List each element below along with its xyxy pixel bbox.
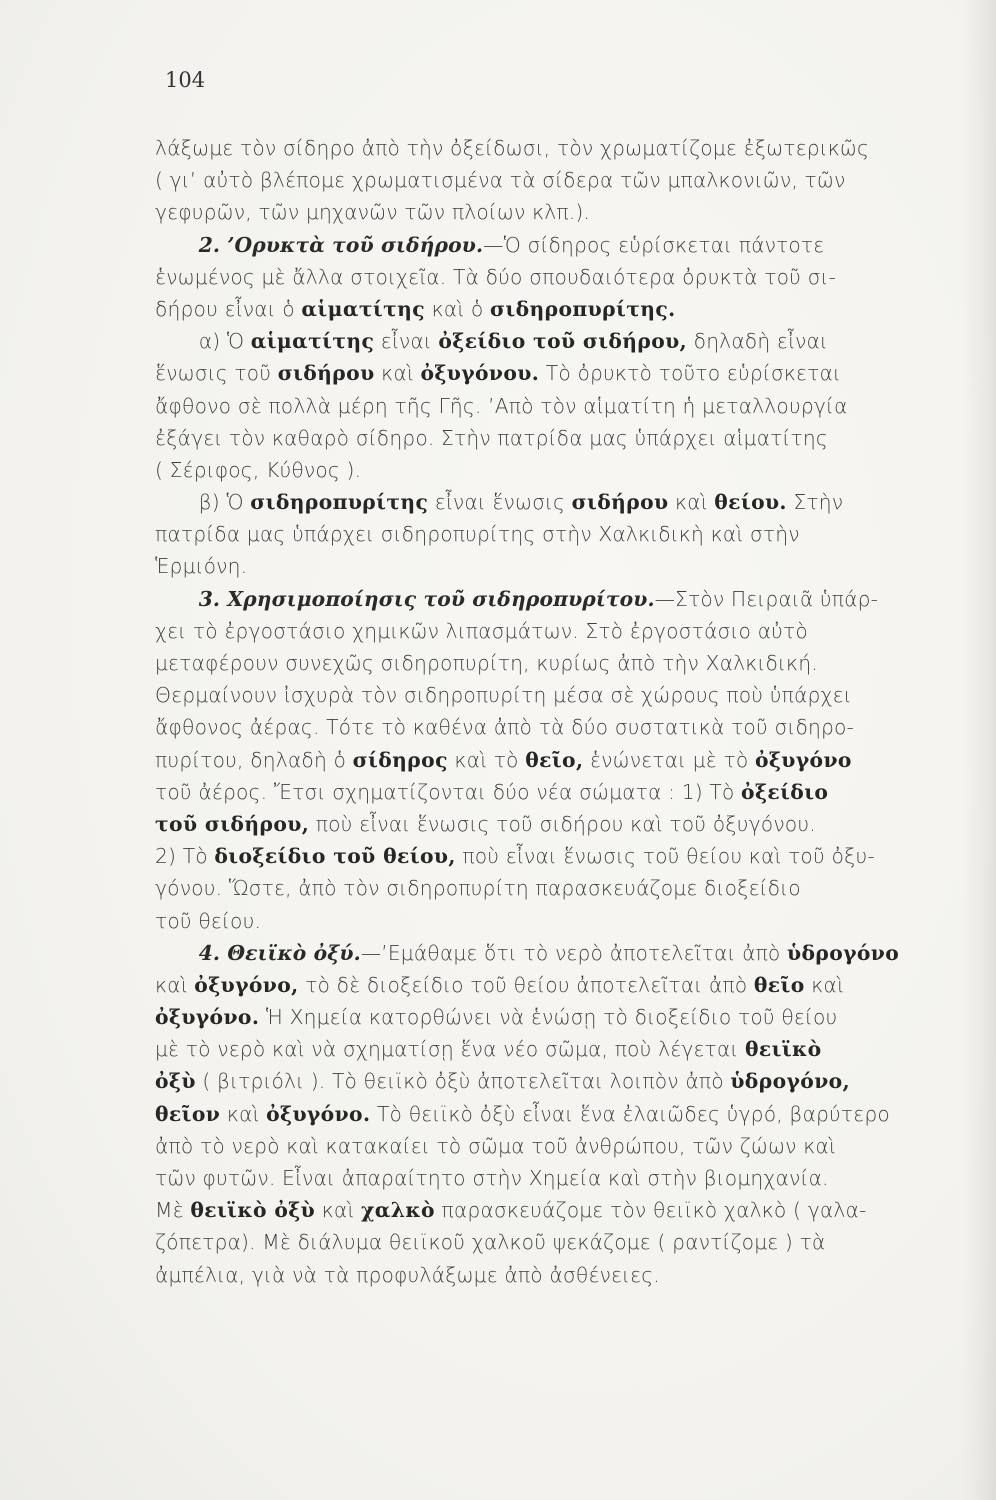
text-run: ἑνώνεται μὲ τὸ — [583, 747, 755, 772]
bold-term: θειϊκὸ ὀξὺ — [190, 1198, 316, 1223]
text-run: χει τὸ ἐργοστάσιο χημικῶν λιπασμάτων. Στὸ ἐργοστάσιο αὐτὸ — [155, 618, 808, 643]
text-run: β) Ὁ — [198, 490, 251, 515]
bold-term: ὀξυγόνο, — [194, 972, 299, 997]
text-line — [155, 1194, 960, 1226]
page-number: 104 — [165, 68, 206, 92]
text-run: ἐξάγει τὸν καθαρὸ σίδηρο. Στὴν πατρίδα μας ὑπάρχει αἱματίτης — [155, 425, 828, 450]
text-run: τὸ δὲ διοξείδιο τοῦ θείου ἀποτελεῖται ἀπὸ — [298, 972, 754, 997]
text-run: ( βιτριόλι ). Τὸ θειϊκὸ ὀξὺ ἀποτελεῖται λοιπὸν ἀπὸ — [195, 1069, 731, 1094]
text-run: —Στὸν Πειραιᾶ ὑπάρ- — [654, 586, 879, 611]
text-line — [155, 518, 960, 550]
bold-term: θεῖο — [753, 972, 805, 997]
bold-term: σίδηρος — [352, 747, 448, 772]
text-run: ποὺ εἶναι ἕνωσις τοῦ θείου καὶ τοῦ ὀξυ- — [455, 844, 875, 869]
text-run: ( Σέριφος, Κύθνος ). — [155, 457, 362, 482]
text-line — [155, 390, 960, 422]
text-run: τοῦ θείου. — [155, 908, 262, 933]
text-line — [155, 1130, 960, 1162]
text-run: ἄφθονο σὲ πολλὰ μέρη τῆς Γῆς. ’Απὸ τὸν αἱματίτη ἡ μεταλλουργία — [155, 393, 848, 418]
text-line — [155, 1033, 960, 1065]
bold-term: ὀξυγόνο. — [266, 1101, 371, 1126]
text-run: καὶ — [155, 972, 195, 997]
text-line — [155, 196, 960, 228]
text-line — [155, 293, 960, 325]
text-run: παρασκευάζομε τὸν θειϊκὸ χαλκὸ ( γαλα- — [434, 1198, 867, 1223]
text-run: πατρίδα μας ὑπάρχει σιδηροπυρίτης στὴν Χαλκιδικὴ καὶ στὴν — [155, 522, 800, 547]
bold-term: σιδήρου — [277, 361, 375, 386]
text-run: δηλαδὴ εἶναι — [687, 329, 828, 354]
bold-term: χαλκὸ — [361, 1198, 435, 1223]
text-line — [155, 1259, 960, 1291]
text-line — [155, 905, 960, 937]
text-line — [155, 422, 960, 454]
text-run: α) Ὁ — [198, 329, 251, 354]
text-line — [155, 1065, 960, 1097]
text-run: Θερμαίνουν ἰσχυρὰ τὸν σιδηροπυρίτη μέσα σὲ χώρους ποὺ ὑπάρχει — [155, 683, 852, 708]
text-run: καὶ ὁ — [424, 296, 491, 321]
text-run: δήρου εἶναι ὁ — [155, 296, 302, 321]
text-run: Στὴν — [786, 490, 844, 515]
section-heading: 4. Θειϊκὸ ὀξύ. — [198, 940, 361, 965]
bold-term: θεῖο, — [525, 747, 584, 772]
text-run: ἕνωσις τοῦ — [155, 361, 278, 386]
text-line — [155, 969, 960, 1001]
text-line — [155, 325, 959, 357]
text-line — [155, 454, 960, 486]
text-run: καὶ — [668, 490, 715, 515]
text-run: τοῦ ἀέρος. Ἔτσι σχηματίζονται δύο νέα σώματα : 1) Τὸ — [155, 779, 742, 804]
text-run: μεταφέρουν συνεχῶς σιδηροπυρίτη, κυρίως ἀπὸ τὴν Χαλκιδική. — [155, 651, 818, 675]
text-line — [155, 357, 960, 389]
text-line — [155, 229, 959, 261]
text-line — [155, 261, 960, 293]
bold-term: διοξείδιο τοῦ θείου, — [214, 844, 456, 869]
text-run: καὶ — [804, 972, 844, 997]
text-run: —Ὁ σίδηρος εὑρίσκεται πάντοτε — [483, 232, 825, 257]
text-line — [155, 937, 959, 969]
page-edge-shadow — [962, 0, 996, 1500]
text-line — [155, 647, 960, 679]
text-run: τῶν φυτῶν. Εἶναι ἀπαραίτητο στὴν Χημεία καὶ στὴν βιομηχανία. — [155, 1166, 829, 1190]
bold-term: ὀξυγόνο — [754, 747, 852, 772]
bold-term: σιδηροπυρίτης — [250, 490, 429, 515]
text-run: εἶναι — [374, 329, 439, 354]
bold-term: σιδήρου — [571, 490, 669, 515]
section-heading: 2. ’Ορυκτὰ τοῦ σιδήρου. — [198, 232, 484, 257]
text-run: λάξωμε τὸν σίδηρο ἀπὸ τὴν ὀξείδωσι, τὸν χρωματίζομε ἐξωτερικῶς — [155, 136, 870, 160]
bold-term: ὀξυγόνο. — [155, 1005, 260, 1030]
text-run: μὲ τὸ νερὸ καὶ νὰ σχηματίσῃ ἕνα νέο σῶμα, ποὺ λέγεται — [155, 1037, 746, 1062]
text-line — [155, 486, 959, 518]
bold-term: ὀξυγόνου. — [420, 361, 540, 386]
text-line — [155, 1098, 960, 1130]
text-run: καὶ τὸ — [447, 747, 526, 772]
bold-term: σιδηροπυρίτης. — [490, 296, 676, 321]
bold-term: ὑδρογόνο, — [730, 1069, 851, 1094]
text-line — [155, 1226, 960, 1258]
bold-term: ὀξὺ — [155, 1069, 196, 1094]
text-run: ἀπὸ τὸ νερὸ καὶ κατακαίει τὸ σῶμα τοῦ ἀνθρώπου, τῶν ζώων καὶ — [155, 1133, 836, 1158]
text-run: καὶ — [374, 361, 421, 386]
bold-term: ὑδρογόνο — [787, 940, 900, 965]
text-line — [155, 583, 959, 615]
body-text — [155, 132, 965, 1291]
text-run: γεφυρῶν, τῶν μηχανῶν τῶν πλοίων κλπ.). — [155, 200, 591, 225]
bold-term: τοῦ σιδήρου, — [155, 811, 310, 836]
text-run: Μὲ — [155, 1198, 191, 1223]
text-line — [155, 550, 960, 582]
text-line — [155, 132, 960, 164]
text-run: Ἑρμιόνη. — [155, 554, 248, 579]
section-heading: 3. Χρησιμοποίησις τοῦ σιδηροπυρίτου. — [198, 586, 655, 611]
text-run: γόνου. Ὥστε, ἀπὸ τὸν σιδηροπυρίτη παρασκευάζομε διοξείδιο — [155, 876, 801, 901]
text-run: καὶ — [220, 1101, 267, 1126]
text-line — [155, 1001, 960, 1033]
text-run: —’Εμάθαμε ὅτι τὸ νερὸ ἀποτελεῖται ἀπὸ — [360, 940, 788, 965]
text-run: Τὸ ὀρυκτὸ τοῦτο εὑρίσκεται — [539, 361, 841, 386]
text-run: πυρίτου, δηλαδὴ ὁ — [155, 747, 353, 772]
text-line — [155, 872, 960, 904]
text-line — [155, 776, 960, 808]
bold-term: ὀξείδιο τοῦ σιδήρου, — [438, 329, 688, 354]
text-line — [155, 1162, 960, 1194]
bold-term: ὀξείδιο — [741, 779, 829, 804]
text-line — [155, 711, 960, 743]
text-run: ποὺ εἶναι ἕνωσις τοῦ σιδήρου καὶ τοῦ ὀξυγόνου. — [309, 811, 816, 836]
text-line — [155, 744, 960, 776]
bold-term: θειϊκὸ — [745, 1037, 822, 1062]
text-line — [155, 808, 960, 840]
text-line — [155, 840, 960, 872]
text-run: εἶναι ἕνωσις — [428, 490, 572, 515]
text-run: καὶ — [315, 1198, 362, 1223]
bold-term: αἱματίτης — [250, 329, 375, 354]
text-line — [155, 164, 960, 196]
text-run: Τὸ θειϊκὸ ὀξὺ εἶναι ἕνα ἐλαιῶδες ὑγρό, βαρύτερο — [370, 1101, 890, 1126]
text-run: Ἡ Χημεία κατορθώνει νὰ ἑνώσῃ τὸ διοξείδιο τοῦ θείου — [259, 1005, 838, 1030]
text-run: ἄφθονος ἀέρας. Τότε τὸ καθένα ἀπὸ τὰ δύο συστατικὰ τοῦ σιδηρο- — [155, 715, 855, 740]
text-run: ( γι’ αὐτὸ βλέπομε χρωματισμένα τὰ σίδερα τῶν μπαλκονιῶν, τῶν — [155, 168, 846, 193]
bold-term: θεῖον — [155, 1101, 221, 1126]
text-run: ἀμπέλια, γιὰ νὰ τὰ προφυλάξωμε ἀπὸ ἀσθένειες. — [155, 1262, 660, 1287]
text-line — [155, 615, 960, 647]
bold-term: θείου. — [714, 490, 787, 515]
text-run: 2) Τὸ — [155, 844, 215, 869]
text-run: ζόπετρα). Μὲ διάλυμα θειϊκοῦ χαλκοῦ ψεκάζομε ( ραντίζομε ) τὰ — [155, 1230, 826, 1255]
text-line — [155, 679, 960, 711]
text-run: ἑνωμένος μὲ ἄλλα στοιχεῖα. Τὰ δύο σπουδαιότερα ὀρυκτὰ τοῦ σι- — [155, 264, 837, 289]
bold-term: αἱματίτης — [301, 296, 425, 321]
